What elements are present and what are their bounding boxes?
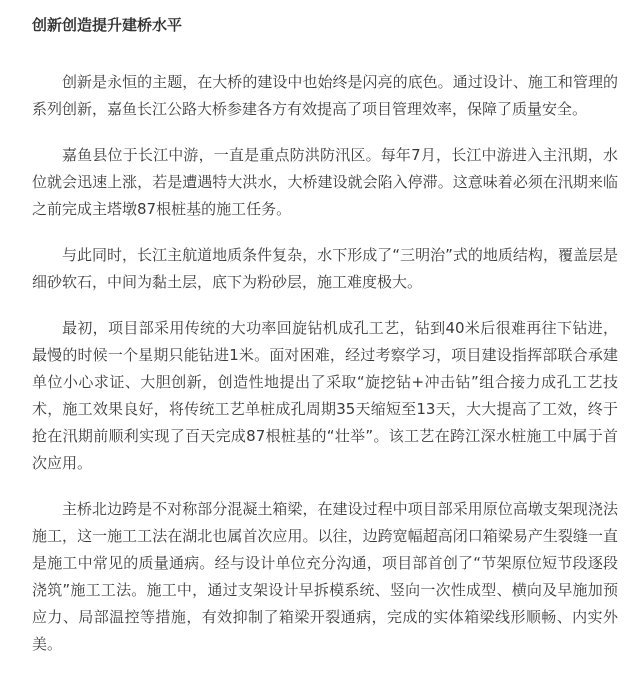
paragraph-box-girder: 主桥北边跨是不对称部分混凝土箱梁，在建设过程中项目部采用原位高墩支架现浇法施工，这一施工工法在湖北也属首次应用。以往，边跨宽幅超高闭口箱梁易产生裂缝一直是施工中常见的质量通病。经与设计单位充分沟通，项目部首创了“节架原位短节段逐段浇筑”施工工法。施工中，通过支架设计早拆模系统、竖向一次性成型、横向及早施加预应力、局部温控等措施，有效抑制了箱梁开裂通病，完成的实体箱梁线形顺畅、内实外美。 — [32, 500, 618, 653]
paragraph-flood-season: 嘉鱼县位于长江中游，一直是重点防洪防汛区。每年7月，长江中游进入主汛期，水位就会迅速上涨，若是遭遇特大洪水，大桥建设就会陷入停滞。这意味着必须在汛期来临之前完成主塔墩87根桩基的施工任务。 — [32, 146, 618, 218]
paragraph-geology: 与此同时，长江主航道地质条件复杂，水下形成了“三明治”式的地质结构，覆盖层是细砂软石，中间为黏土层，底下为粉砂层，施工难度极大。 — [32, 246, 618, 291]
article-title: 创新创造提升建桥水平 — [32, 16, 183, 34]
paragraph-drilling-technique: 最初，项目部采用传统的大功率回旋钻机成孔工艺，钻到40米后很难再往下钻进，最慢的时候一个星期只能钻进1米。面对困难，经过考察学习，项目建设指挥部联合承建单位小心求证、大胆创新，创造性地提出了采取“旋挖钻+冲击钻”组合接力成孔工艺技术，施工效果良好，将传统工艺单桩成孔周期35天缩短至13天，大大提高了工效，终于抢在汛期前顺利实现了百天完成87根桩基的“壮举”。该工艺在跨江深水桩施工中属于首次应用。 — [32, 319, 618, 472]
paragraph-innovation-intro: 创新是永恒的主题，在大桥的建设中也始终是闪亮的底色。通过设计、施工和管理的系列创新，嘉鱼长江公路大桥参建各方有效提高了项目管理效率，保障了质量安全。 — [32, 73, 618, 118]
